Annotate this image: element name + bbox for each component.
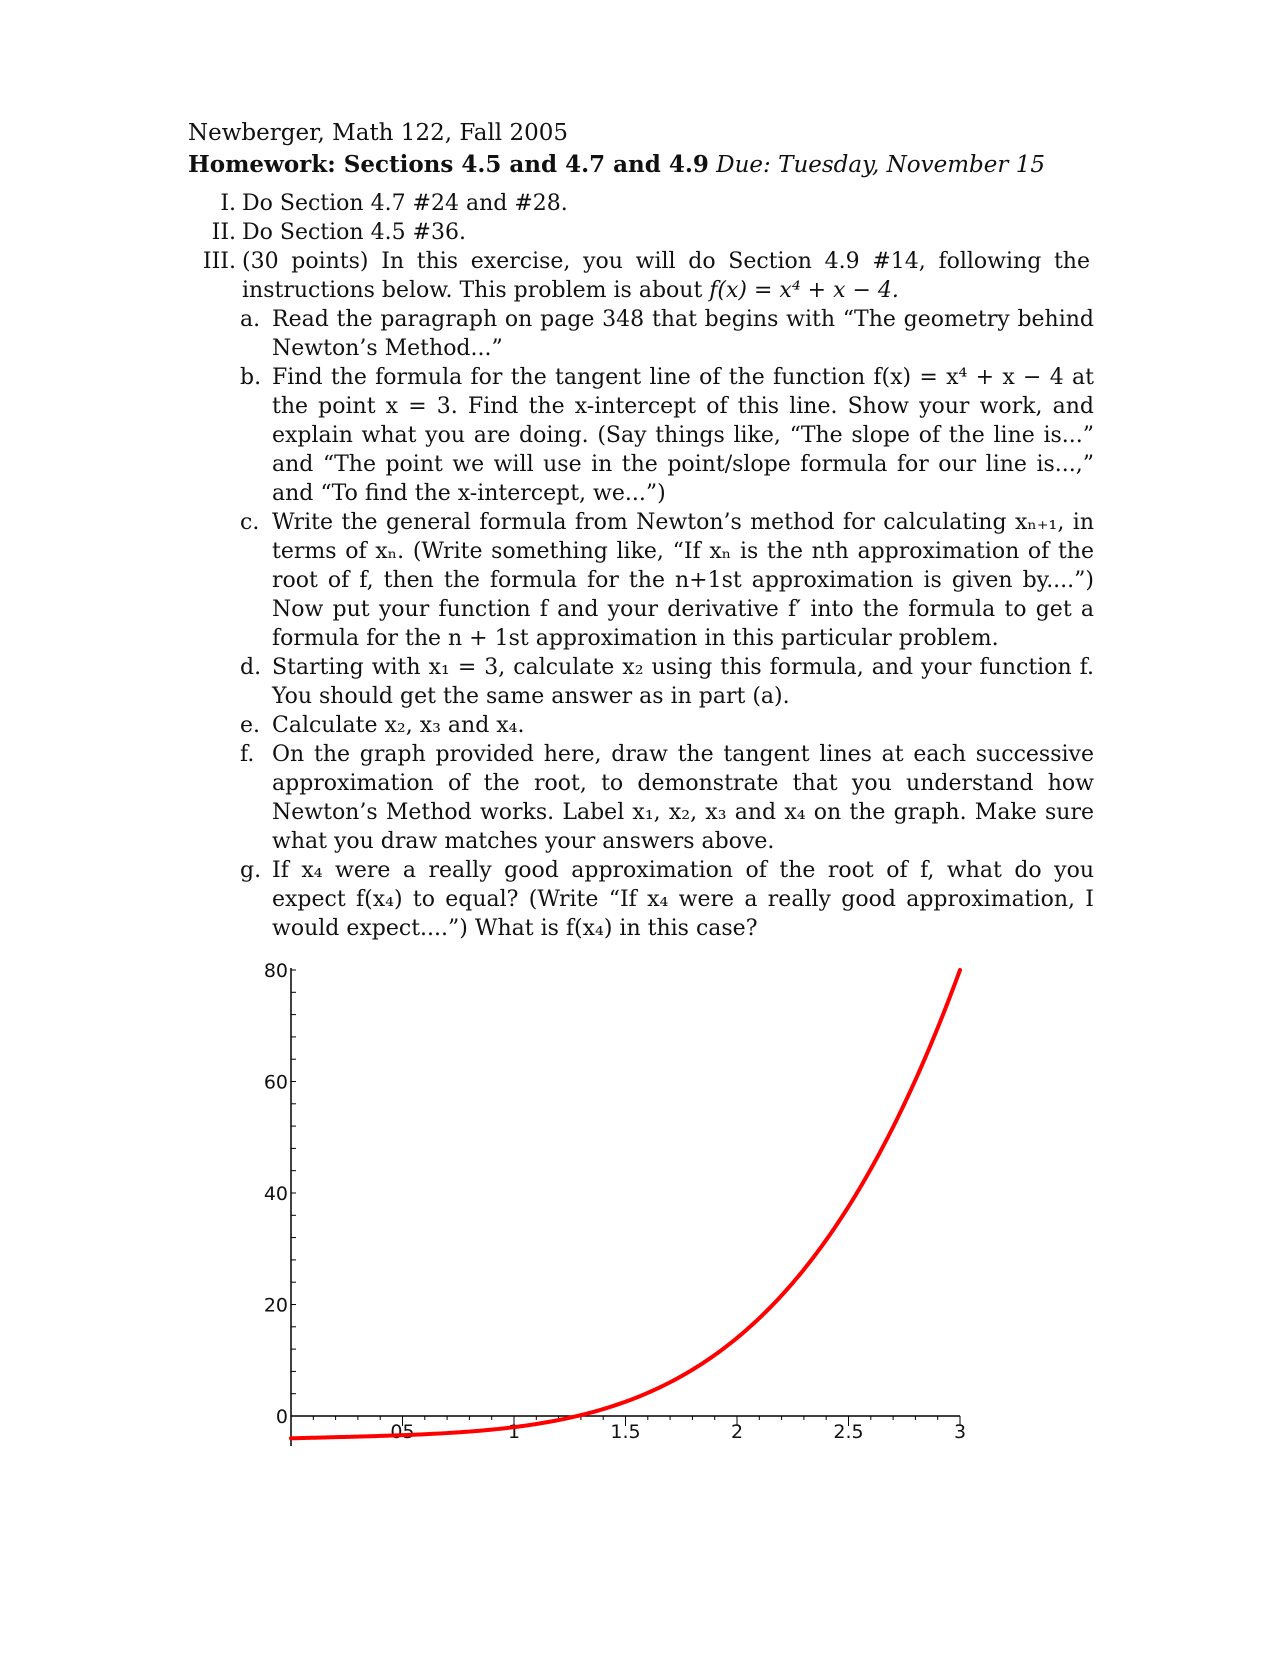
course-line: Newberger, Math 122, Fall 2005 bbox=[188, 120, 568, 146]
y-tick-label: 40 bbox=[263, 1183, 288, 1205]
x-tick-label: 2 bbox=[730, 1421, 744, 1443]
due-date: Due: Tuesday, November 15 bbox=[716, 152, 1045, 178]
part-text: If x₄ were a really good approximation of the root of f, what do you expect f(x₄) to equal? (Write “If x₄ were a really good approximation, I would expect....”) What is f(x₄) in this case? bbox=[272, 858, 1094, 941]
x-tick-label: 1.5 bbox=[610, 1421, 641, 1443]
y-tick-label: 60 bbox=[263, 1071, 288, 1094]
problem-number: III. bbox=[202, 249, 236, 274]
part-text: Find the formula for the tangent line of the function f(x) = x⁴ + x − 4 at the point x = 3. Find the x-intercept of this line. Show your work, and explain what you are doing. (Say things like, “The slope of the line is...” and “The point we will use in the point/slope formula for our line is...,” and “To find the x-intercept, we...”) bbox=[272, 365, 1094, 506]
y-tick-label: 80 bbox=[263, 960, 288, 982]
part-label: a. bbox=[240, 307, 261, 332]
part-label: e. bbox=[240, 713, 261, 738]
x-tick-label: 05 bbox=[390, 1421, 415, 1443]
y-tick-label: 0 bbox=[275, 1406, 288, 1428]
x-tick-label: 2.5 bbox=[833, 1421, 864, 1443]
assignment-title: Homework: Sections 4.5 and 4.7 and 4.9 bbox=[188, 151, 709, 178]
part-text: Write the general formula from Newton’s method for calculating xₙ₊₁, in terms of xₙ. (Write something like, “If xₙ is the nth approximation of the root of f, then the formula for the n+1st approximation is given by....”) Now put your function f and your derivative f′ into the formula to get a formula for the n + 1st approximation in this particular problem. bbox=[272, 510, 1094, 651]
function-curve bbox=[291, 970, 960, 1438]
part-label: g. bbox=[240, 858, 262, 883]
problem-text: Do Section 4.5 #36. bbox=[242, 220, 466, 245]
problem-number: I. bbox=[220, 191, 236, 216]
y-minor-ticks bbox=[291, 970, 296, 1416]
part-label: b. bbox=[240, 365, 262, 390]
part-label: f. bbox=[240, 742, 255, 767]
x-tick-label: 3 bbox=[953, 1421, 967, 1443]
part-text: Calculate x₂, x₃ and x₄. bbox=[272, 713, 525, 738]
part-label: c. bbox=[240, 510, 260, 535]
part-text: Starting with x₁ = 3, calculate x₂ using this formula, and your function f. You should get the same answer as in part (a). bbox=[272, 655, 1094, 709]
x-tick-label: 1 bbox=[507, 1421, 521, 1443]
y-tick-labels bbox=[264, 960, 288, 1428]
problem-text: (30 points) In this exercise, you will do Section 4.9 #14, following the instructions below. This problem is about f(x) = x⁴ + x − 4. bbox=[242, 249, 1090, 303]
part-text: Read the paragraph on page 348 that begins with “The geometry behind Newton’s Method...” bbox=[272, 307, 1094, 361]
y-tick-label: 20 bbox=[263, 1294, 288, 1317]
problem-number: II. bbox=[211, 220, 236, 245]
function-formula: f(x) = x⁴ + x − 4. bbox=[709, 278, 899, 303]
part-text: On the graph provided here, draw the tangent lines at each successive approximation of the root, to demonstrate that you understand how Newton’s Method works. Label x₁, x₂, x₃ and x₄ on the graph. Make sure what you draw matches your answers above. bbox=[272, 742, 1094, 854]
problem-text: Do Section 4.7 #24 and #28. bbox=[242, 191, 568, 216]
part-label: d. bbox=[240, 655, 262, 680]
